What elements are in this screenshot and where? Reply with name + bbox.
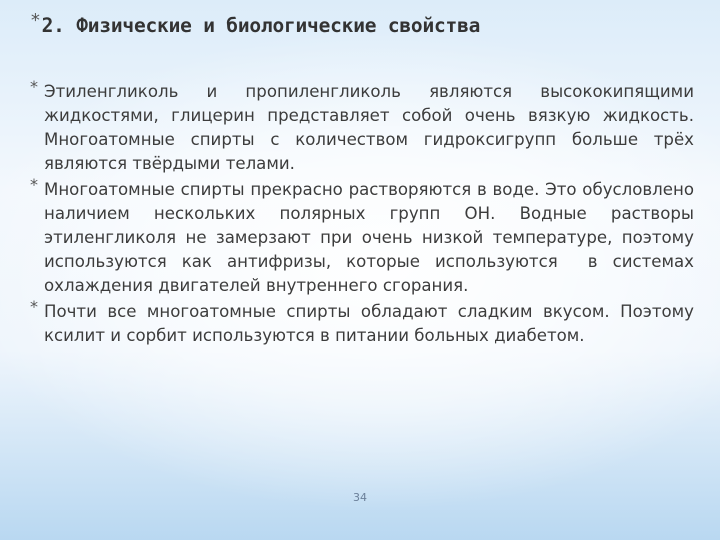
bullet-text: Многоатомные спирты прекрасно растворяются в воде. Это обусловлено наличием нескольких полярных групп ОН. Водные растворы этиленгликоля не замерзают при очень низкой температуре, поэтому используются как антифризы, которые используются в системах охлаждения двигателей внутреннего сгорания. (44, 180, 700, 295)
bullet-item (30, 297, 694, 348)
bullet-item (30, 175, 700, 298)
slide-title (30, 10, 481, 37)
bullet-item (30, 77, 694, 176)
page-number: 34 (353, 491, 367, 504)
bullet-star-icon: * (30, 175, 38, 194)
slide-body (30, 77, 700, 350)
bullet-star-icon: * (30, 77, 38, 96)
bullet-star-icon: * (30, 297, 38, 316)
title-bullet-icon: * (30, 10, 41, 31)
title-text: 2. Физические и биологические свойства (41, 14, 481, 37)
bullet-text: Почти все многоатомные спирты обладают сладким вкусом. Поэтому ксилит и сорбит используются в питании больных диабетом. (44, 302, 694, 345)
bullet-text: Этиленгликоль и пропиленгликоль являются высококипящими жидкостями, глицерин представляет собой очень вязкую жидкость. Многоатомные спирты с количеством гидроксигрупп больше трёх являются твёрдыми телами. (44, 82, 694, 173)
